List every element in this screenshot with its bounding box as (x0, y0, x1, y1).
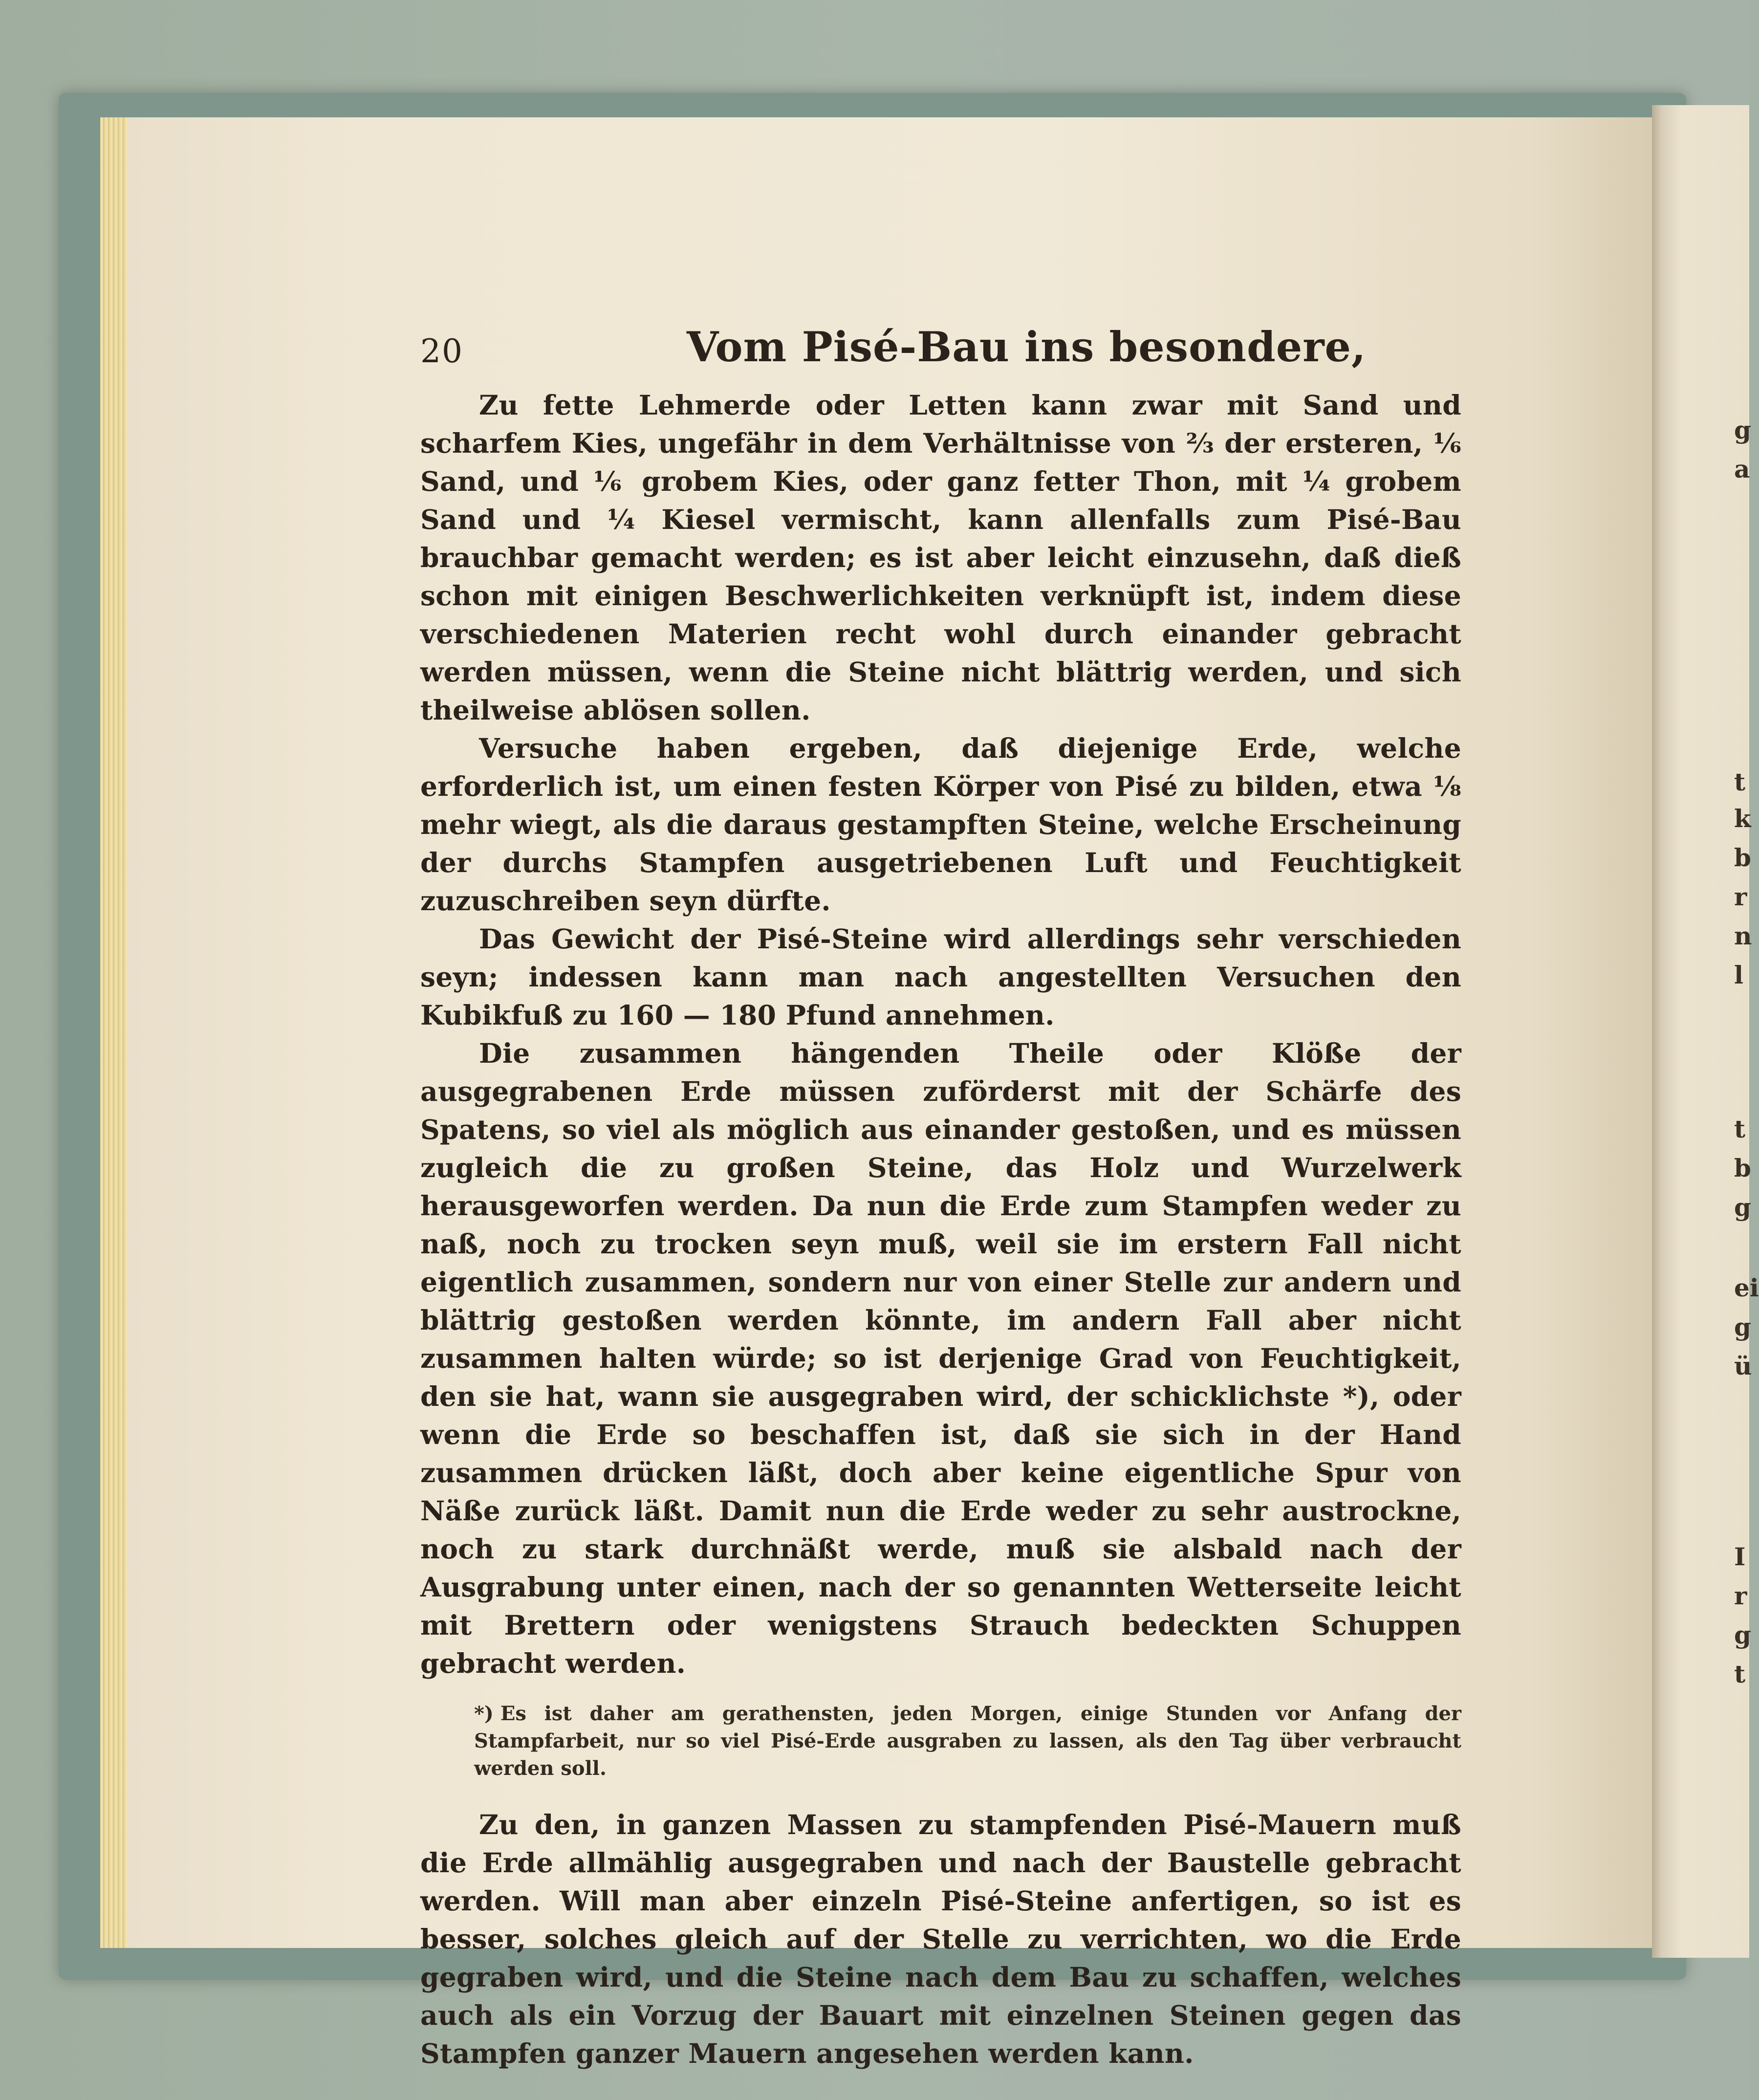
paragraph-2: Versuche haben ergeben, daß diejenige Erde, welche erforderlich ist, um einen festen Körper von Pisé zu bilden, etwa ⅛ mehr wiegt, als die daraus gestampften Steine, welche Erscheinung der durchs Stampfen ausgetriebenen Luft und Feuchtigkeit zuzuschreiben seyn dürfte. (420, 732, 1461, 917)
fragment-char: n (1734, 921, 1752, 950)
book-page (127, 117, 1652, 2069)
fragment-char: g (1734, 1193, 1751, 1222)
fragment-char: r (1734, 882, 1747, 911)
fragment-char: k (1734, 804, 1751, 833)
body-text (420, 386, 1461, 1683)
fragment-char: r (1734, 1581, 1747, 1610)
footnote (474, 1700, 1461, 1782)
page-header (420, 323, 1461, 386)
page-number: 20 (420, 332, 463, 370)
fragment-char: t (1734, 1660, 1746, 1688)
fragment-char: t (1734, 767, 1746, 796)
paragraph-3: Das Gewicht der Pisé-Steine wird allerdings sehr verschieden seyn; indessen kann man nach angestellten Versuchen den Kubikfuß zu 160 — 180 Pfund annehmen. (420, 923, 1461, 1031)
fragment-char: g (1734, 416, 1751, 444)
fragment-char: b (1734, 1154, 1751, 1182)
running-title: Vom Pisé-Bau ins besondere, (687, 323, 1367, 371)
fragment-char: a (1734, 455, 1750, 483)
footnote-mark: *) (474, 1702, 494, 1725)
page-content (420, 323, 1461, 2073)
footnote-text: Es ist daher am gerathensten, jeden Morgen, einige Stunden vor Anfang der Stampfarbeit, nur so viel Pisé-Erde ausgraben zu lassen, als den Tag über verbraucht werden soll. (474, 1702, 1461, 1780)
fragment-char: I (1734, 1542, 1746, 1571)
fragment-char: g (1734, 1312, 1751, 1341)
fragment-char: ü (1734, 1352, 1752, 1380)
paragraph-5: Zu den, in ganzen Massen zu stampfenden Pisé-Mauern muß die Erde allmählig ausgegraben und nach der Baustelle gebracht werden. Will man aber einzeln Pisé-Steine anfertigen, so ist es besser, solches gleich auf der Stelle zu verrichten, wo die Erde gegraben wird, und die Steine nach dem Bau zu schaffen, welches auch als ein Vorzug der Bauart mit einzelnen Steinen gegen das Stampfen ganzer Mauern angesehen werden kann. (420, 1809, 1461, 2069)
fragment-char: t (1734, 1115, 1746, 1143)
fragment-char: l (1734, 961, 1743, 989)
paragraph-4: Die zusammen hängenden Theile oder Klöße der ausgegrabenen Erde müssen zuförderst mit der Schärfe des Spatens, so viel als möglich aus einander gestoßen, und es müssen zugleich die zu großen Steine, das Holz und Wurzelwerk herausgeworfen werden. Da nun die Erde zum Stampfen weder zu naß, noch zu trocken seyn muß, weil sie im erstern Fall nicht eigentlich zusammen, sondern nur von einer Stelle zur andern und blättrig gestoßen werden könnte, im andern Fall aber nicht zusammen halten würde; so ist derjenige Grad von Feuchtigkeit, den sie hat, wann sie ausgegraben wird, der schicklichste *), oder wenn die Erde so beschaffen ist, daß sie sich in der Hand zusammen drücken läßt, doch aber keine eigentliche Spur von Näße zurück läßt. Damit nun die Erde weder zu sehr austrockne, noch zu stark durchnäßt werde, muß sie alsbald nach der Ausgrabung unter einen, nach der so genannten Wetterseite leicht mit Brettern oder wenigstens Strauch bedeckten Schuppen gebracht werden. (420, 1037, 1461, 1679)
fragment-char: g (1734, 1620, 1751, 1649)
body-text-final (420, 1806, 1461, 2073)
paragraph-1: Zu fette Lehmerde oder Letten kann zwar mit Sand und scharfem Kies, ungefähr in dem Verhältnisse von ⅔ der ersteren, ⅙ Sand, und ⅙ grobem Kies, oder ganz fetter Thon, mit ¼ grobem Sand und ¼ Kiesel vermischt, kann allenfalls zum Pisé-Bau brauchbar gemacht werden; es ist aber leicht einzusehn, daß dieß schon mit einigen Beschwerlichkeiten verknüpft ist, indem diese verschiedenen Materien recht wohl durch einander gebracht werden müssen, wenn die Steine nicht blättrig werden, und sich theilweise ablösen sollen. (420, 389, 1461, 726)
page-edges (100, 117, 130, 1948)
fragment-char: ei (1734, 1273, 1759, 1302)
fragment-char: b (1734, 843, 1751, 872)
